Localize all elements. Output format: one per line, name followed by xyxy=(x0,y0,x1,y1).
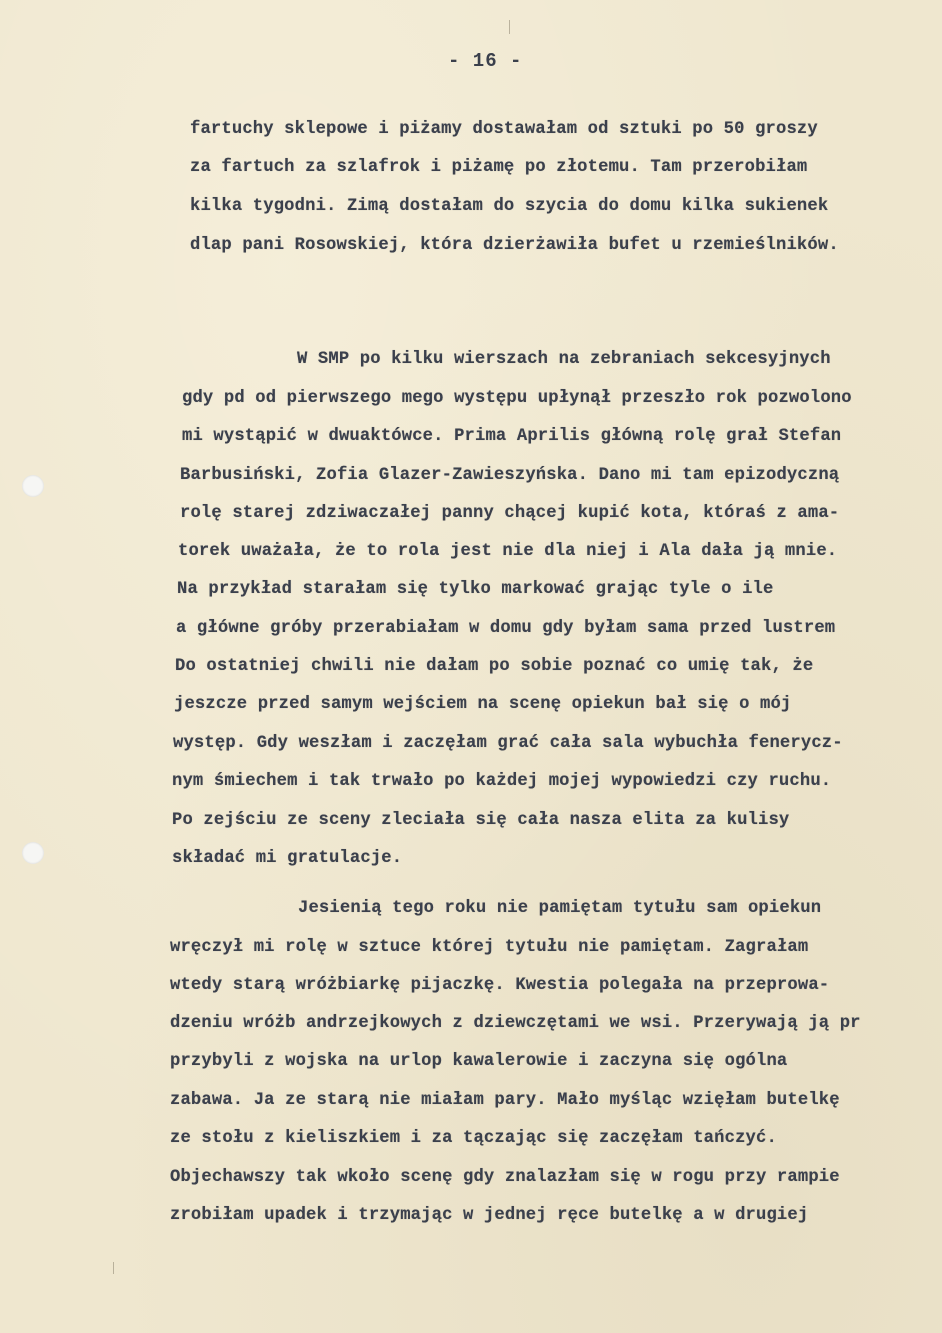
text-line: dzeniu wróżb andrzejkowych z dziewczętami we wsi. Przerywają ją pr xyxy=(170,1014,861,1033)
text-line: jeszcze przed samym wejściem na scenę opiekun bał się o mój xyxy=(174,695,792,714)
text-line: występ. Gdy weszłam i zaczęłam grać cała sala wybuchła fenerycz- xyxy=(173,734,843,753)
paper-mark xyxy=(509,20,510,34)
punch-hole-bottom xyxy=(22,842,44,864)
text-line: wręczył mi rolę w sztuce której tytułu nie pamiętam. Zagrałam xyxy=(170,938,809,957)
text-line: Do ostatniej chwili nie dałam po sobie poznać co umię tak, że xyxy=(175,657,814,676)
text-line: wtedy starą wróżbiarkę pijaczkę. Kwestia polegała na przeprowa- xyxy=(170,976,830,995)
text-line: kilka tygodni. Zimą dostałam do szycia do domu kilka sukienek xyxy=(190,197,829,216)
text-line: przybyli z wojska na urlop kawalerowie i zaczyna się ogólna xyxy=(170,1052,788,1071)
text-line: Barbusiński, Zofia Glazer-Zawieszyńska. Dano mi tam epizodyczną xyxy=(180,466,840,485)
punch-hole-top xyxy=(22,475,44,497)
text-line: W SMP po kilku wierszach na zebraniach sekcesyjnych xyxy=(297,350,831,369)
text-line: Po zejściu ze sceny zleciała się cała nasza elita za kulisy xyxy=(172,811,790,830)
text-line: gdy pd od pierwszego mego występu upłynął przeszło rok pozwolono xyxy=(182,389,852,408)
text-line: Jesienią tego roku nie pamiętam tytułu sam opiekun xyxy=(298,899,822,918)
text-line: a główne gróby przerabiałam w domu gdy byłam sama przed lustrem xyxy=(176,619,836,638)
text-line: mi wystąpić w dwuaktówce. Prima Aprilis główną rolę grał Stefan xyxy=(182,427,842,446)
text-line: dlap pani Rosowskiej, która dzierżawiła bufet u rzemieślników. xyxy=(190,236,839,255)
text-line: zabawa. Ja ze starą nie miałam pary. Mało myśląc wzięłam butelkę xyxy=(170,1091,840,1110)
text-line: rolę starej zdziwaczałej panny chącej kupić kota, któraś z ama- xyxy=(180,504,840,523)
text-line: Objechawszy tak wkoło scenę gdy znalazłam się w rogu przy rampie xyxy=(170,1168,840,1187)
text-line: ze stołu z kieliszkiem i za tączając się zaczęłam tańczyć. xyxy=(170,1129,777,1148)
page-number: - 16 - xyxy=(448,50,523,72)
paper-mark xyxy=(113,1262,114,1274)
text-line: nym śmiechem i tak trwało po każdej mojej wypowiedzi czy ruchu. xyxy=(172,772,832,791)
text-line: fartuchy sklepowe i piżamy dostawałam od sztuki po 50 groszy xyxy=(190,120,818,139)
text-line: Na przykład starałam się tylko markować grając tyle o ile xyxy=(177,580,774,599)
text-line: składać mi gratulacje. xyxy=(172,849,403,868)
text-line: zrobiłam upadek i trzymając w jednej ręce butelkę a w drugiej xyxy=(170,1206,809,1225)
text-line: za fartuch za szlafrok i piżamę po złotemu. Tam przerobiłam xyxy=(190,158,808,177)
text-line: torek uważała, że to rola jest nie dla niej i Ala dała ją mnie. xyxy=(178,542,838,561)
